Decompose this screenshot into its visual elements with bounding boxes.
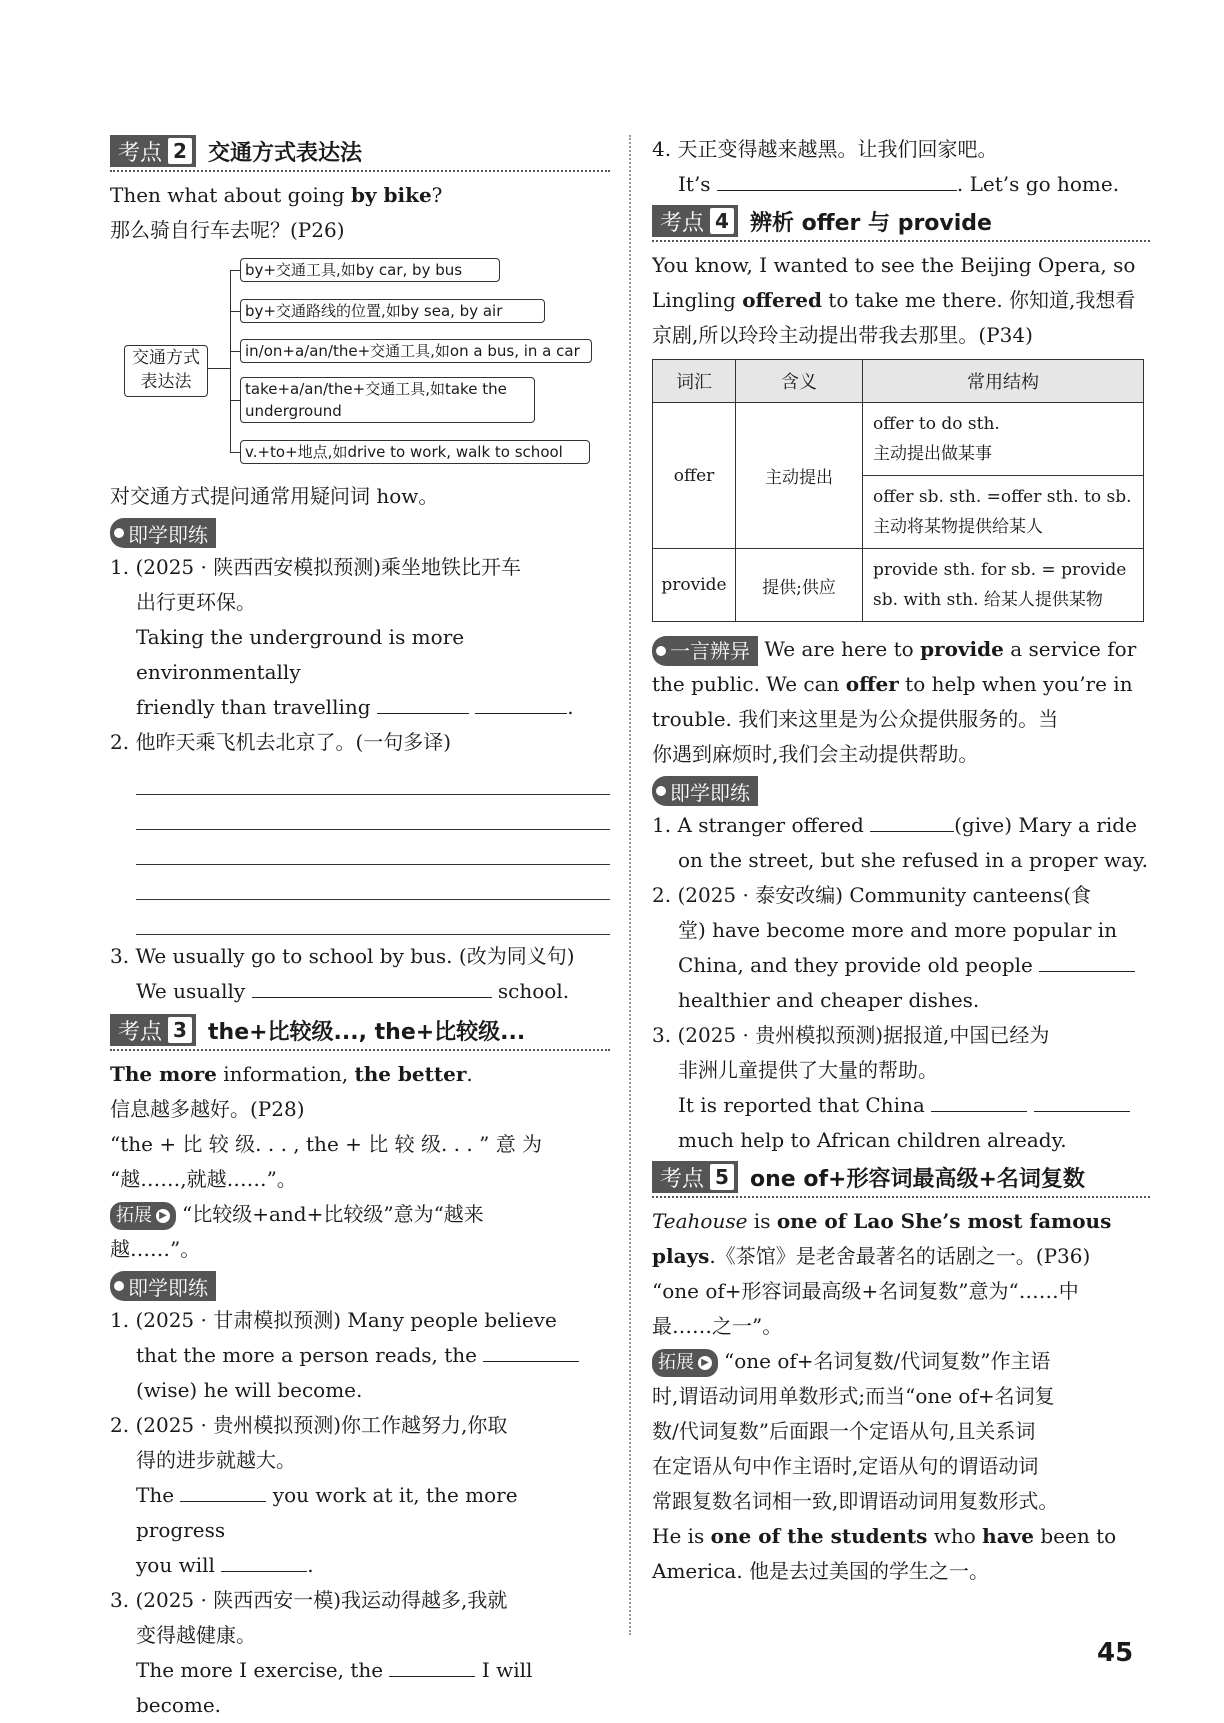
distinction-zh: trouble. 我们来这里是为公众提供服务的。当 — [652, 707, 1059, 731]
table-cell: offer sb. sth. =offer sth. to sb. 主动将某物提供给某人 — [863, 476, 1144, 549]
mind-map-branch: take+a/an/the+交通工具,如take the underground — [240, 377, 535, 423]
arrow-icon: ▶ — [156, 1209, 170, 1223]
question-3: 3. (2025 · 陕西西安一模)我运动得越多,我就 — [110, 1588, 508, 1612]
answer-line[interactable] — [136, 900, 610, 935]
example-en: You know, I wanted to see the Beijing Opera, so — [652, 253, 1136, 277]
section-header-2 — [110, 132, 610, 172]
question-2-answer: The you work at it, the more progress — [136, 1483, 518, 1542]
extension: 拓展 ▶ “one of+名词复数/代词复数”作主语 — [652, 1344, 1150, 1379]
mind-map-branch: in/on+a/an/the+交通工具,如on a bus, in a car — [240, 339, 592, 363]
final-example-zh: America. 他是去过美国的学生之一。 — [652, 1559, 990, 1583]
mind-map-branch: by+交通工具,如by car, by bus — [240, 258, 500, 282]
practice-label: 即学即练 — [652, 776, 758, 806]
question-1-cont: on the street, but she refused in a proper way. — [678, 848, 1148, 872]
extension-label: 拓展 ▶ — [652, 1349, 718, 1377]
answer-blank[interactable] — [870, 811, 954, 832]
mind-map-branch: by+交通路线的位置,如by sea, by air — [240, 299, 545, 323]
extension-cont: 在定语从句中作主语时,定语从句的谓语动词 — [652, 1454, 1039, 1478]
mind-map-branch: v.+to+地点,如drive to work, walk to school — [240, 440, 590, 464]
question-3-end: much help to African children already. — [678, 1128, 1067, 1152]
question-2: 2. (2025 · 贵州模拟预测)你工作越努力,你取 — [110, 1413, 508, 1437]
distinction-cont: the public. We can offer to help when you’re in — [652, 672, 1133, 696]
column-divider — [629, 135, 631, 1635]
question-3-answer: It is reported that China — [652, 1088, 1150, 1123]
section-header-5 — [652, 1158, 1150, 1198]
question-3-answer: The more I exercise, the I will become. — [136, 1658, 533, 1717]
answer-lines — [110, 760, 610, 935]
answer-line[interactable] — [136, 795, 610, 830]
question-4: 4. 天正变得越来越黑。让我们回家吧。 — [652, 137, 998, 161]
table-cell: 主动提出 — [736, 403, 863, 549]
answer-blank[interactable] — [377, 693, 469, 714]
answer-line[interactable] — [136, 760, 610, 795]
answer-blank[interactable] — [221, 1551, 307, 1572]
question-3: 3. (2025 · 贵州模拟预测)据报道,中国已经为 — [652, 1023, 1050, 1047]
question-1-en: Taking the underground is more environmentally — [136, 625, 465, 684]
question-1: 1. (2025 · 甘肃模拟预测) Many people believe — [110, 1308, 557, 1332]
answer-blank[interactable] — [389, 1656, 475, 1677]
example-zh: 信息越多越好。(P28) — [110, 1097, 305, 1121]
question-2-answer-cont: you will . — [136, 1553, 314, 1577]
question-2: 2. 他昨天乘飞机去北京了。(一句多译) — [110, 730, 452, 754]
rule-cont: “越……,就越……”。 — [110, 1167, 297, 1191]
example-en-cont: plays.《茶馆》是老舍最著名的话剧之一。(P36) — [652, 1244, 1091, 1268]
question-3-cont: 变得越健康。 — [136, 1623, 256, 1647]
answer-blank[interactable] — [931, 1091, 1027, 1112]
question-1-end: (wise) he will become. — [136, 1378, 363, 1402]
example-en: Then what about going by bike? — [110, 183, 443, 207]
section-tag: 考点 5 — [652, 1161, 738, 1193]
rule: “the + 比 较 级. . . , the + 比 较 级. . . ” 意 为 — [110, 1132, 543, 1156]
question-2-cont: 堂) have become more and more popular in — [678, 918, 1118, 942]
arrow-icon: ▶ — [698, 1356, 712, 1370]
extension-cont: 时,谓语动词用单数形式;而当“one of+名词复 — [652, 1384, 1055, 1408]
comparison-table — [652, 359, 1144, 622]
section-tag: 考点 3 — [110, 1014, 196, 1046]
question-2-cont: 得的进步就越大。 — [136, 1448, 296, 1472]
question-3: 3. We usually go to school by bus. (改为同义句) — [110, 944, 575, 968]
table-cell: offer to do sth. 主动提出做某事 — [863, 403, 1144, 476]
tag-label: 考点 — [118, 140, 163, 166]
section-title: one of+形容词最高级+名词复数 — [750, 1166, 1085, 1192]
mind-map — [110, 250, 610, 475]
rule: “one of+形容词最高级+名词复数”意为“……中 — [652, 1279, 1079, 1303]
extension: 拓展 ▶ “比较级+and+比较级”意为“越来 — [110, 1197, 610, 1232]
left-column — [110, 132, 610, 1723]
question-1-cont: that the more a person reads, the — [110, 1338, 610, 1373]
distinction: 一言辨异 We are here to provide a service for — [652, 632, 1150, 667]
section-header-3 — [110, 1011, 610, 1051]
distinction-label: 一言辨异 — [652, 636, 758, 666]
answer-blank[interactable] — [475, 693, 567, 714]
section-header-4 — [652, 202, 1150, 242]
section-title: 交通方式表达法 — [208, 140, 363, 166]
question-3-cont: 非洲儿童提供了大量的帮助。 — [678, 1058, 938, 1082]
table-header: 含义 — [736, 360, 863, 403]
mind-map-root: 交通方式表达法 — [124, 345, 208, 397]
answer-blank[interactable] — [717, 170, 957, 191]
answer-blank[interactable] — [1034, 1091, 1130, 1112]
table-header-row — [653, 360, 1144, 403]
note: 对交通方式提问通常用疑问词 how。 — [110, 484, 439, 508]
connector — [207, 368, 230, 369]
section-title: 辨析 offer 与 provide — [750, 210, 992, 236]
extension-cont: 数/代词复数”后面跟一个定语从句,且关系词 — [652, 1419, 1036, 1443]
answer-line[interactable] — [136, 865, 610, 900]
section-title: the+比较级..., the+比较级... — [208, 1019, 526, 1045]
question-4-answer: It’s . Let’s go home. — [678, 172, 1120, 196]
table-cell: provide — [653, 549, 736, 622]
table-cell: offer — [653, 403, 736, 549]
right-column — [652, 132, 1150, 1589]
practice-label: 即学即练 — [110, 518, 216, 548]
connector — [230, 270, 231, 452]
example-zh: 京剧,所以玲玲主动提出带我去那里。(P34) — [652, 323, 1033, 347]
question-2-end: healthier and cheaper dishes. — [678, 988, 980, 1012]
table-cell: 提供;供应 — [736, 549, 863, 622]
practice-label: 即学即练 — [110, 1271, 216, 1301]
table-row — [653, 403, 1144, 476]
answer-line[interactable] — [136, 830, 610, 865]
table-cell: provide sth. for sb. = provide sb. with sth. 给某人提供某物 — [863, 549, 1144, 622]
tag-number: 2 — [168, 138, 192, 164]
rule-cont: 最……之一”。 — [652, 1314, 783, 1338]
table-header: 词汇 — [653, 360, 736, 403]
example-en-cont: Lingling offered to take me there. 你知道,我想看 — [652, 288, 1136, 312]
final-example: He is one of the students who have been to — [652, 1524, 1117, 1548]
answer-blank[interactable] — [180, 1481, 266, 1502]
table-row — [653, 549, 1144, 622]
page-number: 45 — [1097, 1638, 1134, 1668]
question-1-cont: 出行更环保。 — [136, 590, 256, 614]
extension-label: 拓展 ▶ — [110, 1202, 176, 1230]
distinction-zh-cont: 你遇到麻烦时,我们会主动提供帮助。 — [652, 742, 979, 766]
section-tag — [110, 135, 196, 167]
table-header: 常用结构 — [863, 360, 1144, 403]
extension-cont: 常跟复数名词相一致,即谓语动词用复数形式。 — [652, 1489, 1059, 1513]
question-1-answer: friendly than travelling . — [136, 695, 574, 719]
extension-cont: 越……”。 — [110, 1237, 201, 1261]
example-zh: 那么骑自行车去呢？(P26) — [110, 218, 345, 242]
question-1: 1. A stranger offered (give) Mary a ride — [652, 813, 1137, 837]
answer-blank[interactable] — [252, 977, 492, 998]
question-2: 2. (2025 · 泰安改编) Community canteens(食 — [652, 883, 1092, 907]
example-en: Teahouse is one of Lao She’s most famous — [652, 1209, 1112, 1233]
example-en: The more information, the better. — [110, 1062, 473, 1086]
question-1: 1. (2025 · 陕西西安模拟预测)乘坐地铁比开车 — [110, 555, 522, 579]
answer-blank[interactable] — [483, 1341, 579, 1362]
question-3-answer: We usually school. — [136, 979, 570, 1003]
question-2-answer: China, and they provide old people — [652, 948, 1150, 983]
answer-blank[interactable] — [1039, 951, 1135, 972]
section-tag: 考点 4 — [652, 205, 738, 237]
